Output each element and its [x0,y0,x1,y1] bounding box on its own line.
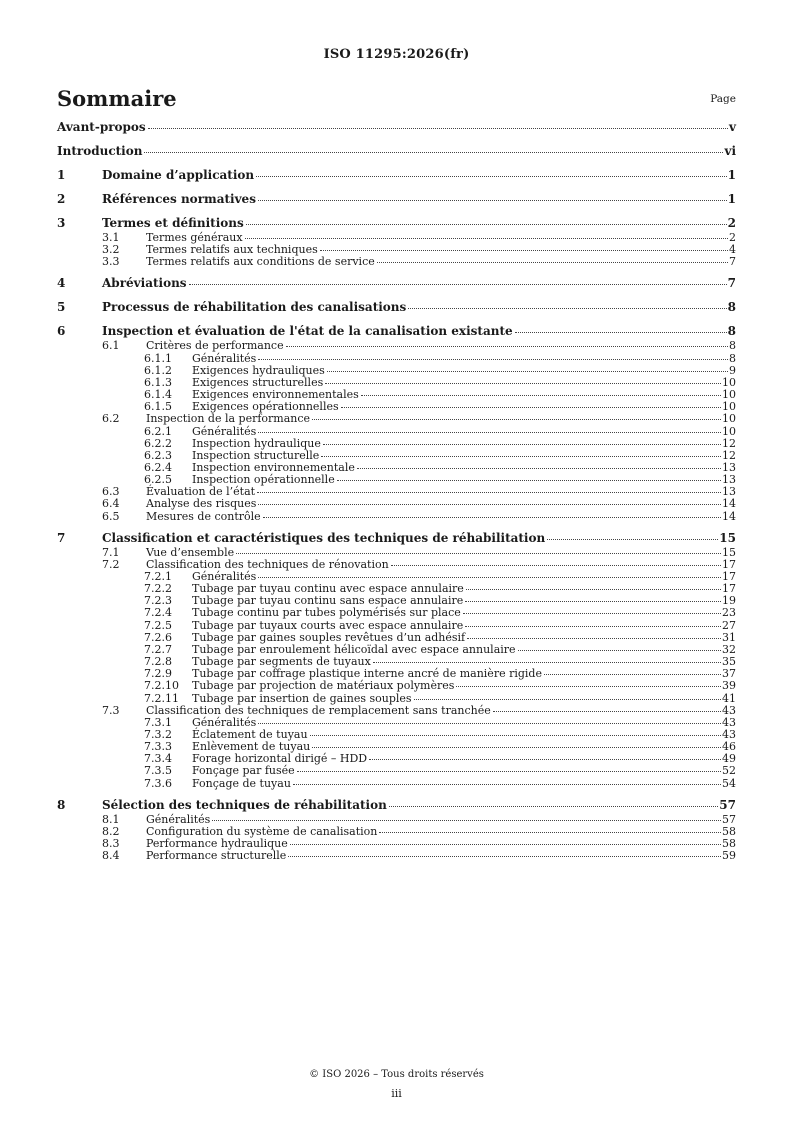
toc-dot-leader [341,407,721,408]
toc-entry-number: 7.3.6 [144,776,172,790]
toc-entry-number: 6.4 [102,497,120,511]
toc-dot-leader [463,613,721,614]
toc-entry[interactable] [57,388,736,401]
toc-entry-number: 7.2.3 [144,594,172,608]
toc-entry[interactable] [57,546,736,559]
toc-entry-title: Tubage par tuyau continu avec espace annulaire [192,582,464,596]
toc-entry-page: 4 [729,243,736,257]
toc-entry-number: 6.2.3 [144,448,172,462]
toc-dot-leader [312,747,721,748]
toc-entry[interactable] [57,813,736,826]
toc-entry[interactable] [57,339,736,352]
toc-entry[interactable] [57,798,736,813]
toc-entry-page: 59 [722,849,736,863]
toc-entry-number: 8.1 [102,812,120,826]
toc-entry-title: Mesures de contrôle [146,509,261,523]
toc-entry-page: 2 [729,231,736,244]
toc-entry-number: 7.2.5 [144,618,172,632]
toc-entry-page: 58 [722,824,736,838]
toc-entry-number: 5 [57,300,66,315]
toc-entry-title: Processus de réhabilitation des canalisations [102,300,407,315]
toc-dot-leader [189,284,727,285]
toc-entry[interactable] [57,655,736,668]
toc-entry-page: 7 [729,255,736,269]
toc-entry-title: Inspection hydraulique [192,436,321,450]
toc-entry[interactable] [57,168,736,183]
toc-dot-leader [515,332,727,333]
toc-entry-title: Tubage par insertion de gaines souples [192,691,412,705]
toc-entry-page: vi [724,144,736,158]
toc-dot-leader [337,480,721,481]
toc-entry[interactable] [57,582,736,595]
toc-entry-page: 10 [722,424,736,438]
toc-entry-title: Exigences hydrauliques [192,363,325,377]
toc-entry[interactable] [57,704,736,717]
toc-entry-page: 7 [727,276,736,291]
toc-entry-number: 3.1 [102,231,120,244]
toc-entry-title: Tubage par tuyau continu sans espace annulaire [192,594,464,608]
toc-entry-page: 43 [722,715,736,729]
toc-entry-title: Tubage par coffrage plastique interne ancré de manière rigide [192,667,542,681]
toc-entry-page: 57 [719,797,736,812]
toc-entry-page: 17 [722,557,736,571]
toc-entry-number: 7 [57,530,66,545]
toc-entry[interactable] [57,364,736,377]
toc-entry[interactable] [57,631,736,644]
toc-entry-page: 15 [722,545,736,559]
toc-entry-page: 8 [727,300,736,315]
toc-entry-page: 15 [719,530,736,545]
toc-entry-page: 14 [722,497,736,511]
toc-dot-leader [379,832,721,833]
toc-dot-leader [212,820,721,821]
toc-dot-leader [373,662,721,663]
toc-entry-title: Introduction [57,144,143,158]
toc-dot-leader [257,492,721,493]
toc-entry-number: 3 [57,216,66,230]
toc-entry-title: Classification des techniques de rénovation [146,557,389,571]
toc-entry-page: 58 [722,837,736,850]
toc-entry-title: Inspection opérationnelle [192,473,335,487]
toc-entry[interactable] [57,837,736,850]
toc-dot-leader [465,626,721,627]
toc-entry[interactable] [57,425,736,438]
toc-dot-leader [323,444,721,445]
toc-entry[interactable] [57,324,736,339]
toc-dot-leader [493,711,721,712]
toc-entry-number: 3.2 [102,243,120,257]
toc-entry-number: 7.2.1 [144,570,172,583]
toc-dot-leader [467,638,721,639]
toc-entry-page: 32 [722,642,736,656]
copyright-footer: © ISO 2026 – Tous droits réservés [309,1069,484,1080]
toc-entry[interactable] [57,531,736,546]
toc-dot-leader [258,723,721,724]
toc-entry[interactable] [57,243,736,256]
toc-entry-page: 17 [722,570,736,583]
toc-dot-leader [518,650,721,651]
toc-entry-title: Exigences environnementales [192,388,359,402]
toc-dot-leader [310,735,721,736]
toc-entry-number: 7.2.9 [144,667,172,681]
toc-dot-leader [391,565,721,566]
toc-entry-number: 7.3.3 [144,740,172,754]
toc-entry-title: Inspection environnementale [192,460,355,474]
toc-entry[interactable] [57,449,736,462]
toc-entry[interactable] [57,300,736,315]
toc-entry[interactable] [57,740,736,753]
toc-entry-page: 23 [722,606,736,620]
toc-entry[interactable] [57,606,736,619]
toc-entry-title: Tubage par tuyaux courts avec espace annulaire [192,618,464,632]
toc-entry-page: 19 [722,594,736,608]
toc-entry[interactable] [57,255,736,268]
toc-entry[interactable] [57,716,736,729]
toc-entry-title: Généralités [192,424,257,438]
toc-entry-page: 57 [722,812,736,826]
toc-entry-page: 43 [722,727,736,741]
toc-entry-page: 10 [722,375,736,389]
toc-entry-title: Éclatement de tuyau [192,727,308,741]
toc-entry[interactable] [57,192,736,207]
toc-entry-number: 7.3.1 [144,715,172,729]
toc-dot-leader [312,419,721,420]
toc-entry-number: 7.2 [102,557,120,571]
toc-entry-title: Classification des techniques de remplacement sans tranchée [146,703,491,717]
toc-entry-title: Termes relatifs aux techniques [146,243,318,257]
toc-dot-leader [297,771,721,772]
toc-entry-title: Tubage par enroulement hélicoïdal avec espace annulaire [192,642,516,656]
toc-entry[interactable] [57,352,736,365]
toc-dot-leader [263,517,721,518]
toc-entry-title: Performance structurelle [146,849,287,863]
toc-entry-number: 6.5 [102,509,120,523]
toc-dot-leader [325,383,721,384]
toc-entry-title: Classification et caractéristiques des techniques de réhabilitation [102,530,546,545]
toc-entry-number: 7.1 [102,545,120,559]
toc-entry-page: 35 [722,655,736,669]
toc-entry-title: Configuration du système de canalisation [146,824,378,838]
toc-entry-title: Exigences opérationnelles [192,400,339,414]
toc-entry-title: Inspection de la performance [146,412,311,426]
toc-entry-title: Domaine d’application [102,168,255,182]
toc-entry-title: Généralités [192,715,257,729]
toc-entry-title: Tubage par segments de tuyaux [192,655,371,669]
toc-dot-leader [408,308,726,309]
toc-entry-title: Généralités [192,570,257,583]
toc-entry-page: 10 [722,400,736,414]
toc-entry-page: 14 [722,509,736,523]
toc-entry[interactable] [57,231,736,244]
toc-entry[interactable] [57,692,736,705]
toc-dot-leader [321,456,721,457]
toc-entry-number: 8 [57,797,66,812]
toc-entry-title: Avant-propos [57,120,146,134]
toc-dot-leader [246,224,727,225]
toc-entry-title: Fonçage de tuyau [192,776,291,790]
toc-entry[interactable] [57,679,736,692]
toc-entry[interactable] [57,849,736,862]
toc-dot-leader [288,856,721,857]
toc-entry-page: 27 [722,618,736,632]
toc-dot-leader [361,395,721,396]
toc-entry-number: 6.2.2 [144,436,172,450]
toc-dot-leader [144,152,723,153]
toc-dot-leader [245,238,728,239]
toc-dot-leader [148,128,728,129]
toc-entry-page: 12 [722,436,736,450]
toc-entry-number: 7.2.10 [144,679,179,693]
toc-entry[interactable] [57,667,736,680]
toc-entry-title: Inspection et évaluation de l'état de la canalisation existante [102,324,513,339]
toc-entry[interactable] [57,728,736,741]
toc-dot-leader [286,346,728,347]
toc-entry-page: 1 [727,168,736,182]
toc-entry-number: 6.2 [102,412,120,426]
toc-dot-leader [327,371,728,372]
toc-entry-title: Critères de performance [146,339,284,353]
toc-dot-leader [414,699,721,700]
toc-entry-number: 6.1.5 [144,400,172,414]
toc-entry[interactable] [57,485,736,498]
toc-entry-page: 52 [722,764,736,778]
toc-entry[interactable] [57,764,736,777]
toc-dot-leader [258,504,721,505]
toc-entry-page: 37 [722,667,736,681]
toc-entry-title: Sélection des techniques de réhabilitation [102,797,387,812]
toc-entry-number: 6.1.1 [144,351,172,365]
toc-entry-title: Évaluation de l’état [146,485,256,499]
toc-entry-number: 7.2.2 [144,582,172,596]
toc-entry-page: v [729,120,736,134]
toc-dot-leader [258,359,728,360]
toc-entry-title: Exigences structurelles [192,375,324,389]
toc-entry-number: 4 [57,276,66,291]
toc-dot-leader [258,200,727,201]
toc-entry-page: 8 [727,324,736,339]
toc-entry[interactable] [57,558,736,571]
toc-dot-leader [236,553,721,554]
toc-entry-page: 39 [722,679,736,693]
toc-entry-number: 6.1 [102,339,120,353]
toc-dot-leader [290,844,721,845]
toc-entry-number: 6.2.5 [144,473,172,487]
page-number: iii [391,1087,402,1100]
toc-entry-page: 8 [729,339,736,353]
toc-dot-leader [357,468,721,469]
toc-entry[interactable] [57,825,736,838]
page-title: Sommaire [57,86,177,111]
toc-dot-leader [466,589,721,590]
toc-entry-page: 31 [722,630,736,644]
toc-entry-number: 6.3 [102,485,120,499]
toc-entry-number: 8.4 [102,849,120,863]
toc-entry-number: 7.3.2 [144,727,172,741]
toc-entry-title: Vue d’ensemble [146,545,235,559]
toc-entry-page: 10 [722,388,736,402]
toc-dot-leader [320,250,728,251]
toc-dot-leader [456,686,721,687]
toc-entry-number: 6 [57,324,66,339]
toc-entry-number: 7.2.6 [144,630,172,644]
toc-entry-title: Fonçage par fusée [192,764,295,778]
toc-entry[interactable] [57,120,736,135]
toc-entry[interactable] [57,144,736,159]
toc-entry-page: 43 [722,703,736,717]
toc-entry-title: Performance hydraulique [146,837,288,850]
toc-entry-page: 2 [727,216,736,230]
toc-entry[interactable] [57,777,736,790]
toc-entry[interactable] [57,497,736,510]
toc-dot-leader [389,806,718,807]
toc-entry-title: Termes généraux [146,231,243,244]
toc-entry[interactable] [57,437,736,450]
toc-entry-page: 13 [722,485,736,499]
toc-dot-leader [377,262,728,263]
toc-entry-title: Généralités [192,351,257,365]
toc-entry-page: 13 [722,473,736,487]
toc-entry-number: 6.1.4 [144,388,172,402]
toc-entry[interactable] [57,619,736,632]
toc-entry[interactable] [57,594,736,607]
toc-entry-title: Tubage continu par tubes polymérisés sur place [192,606,461,620]
toc-entry-number: 6.2.4 [144,460,172,474]
toc-entry-title: Termes et définitions [102,216,244,230]
toc-entry-page: 12 [722,448,736,462]
toc-entry-number: 7.2.8 [144,655,172,669]
toc-entry-page: 8 [729,351,736,365]
toc-dot-leader [544,674,721,675]
toc-entry-page: 49 [722,752,736,766]
toc-entry-title: Tubage par projection de matériaux polymères [192,679,455,693]
toc-entry-title: Enlèvement de tuyau [192,740,311,754]
toc-entry-page: 13 [722,460,736,474]
toc-entry-title: Analyse des risques [146,497,257,511]
toc-entry-title: Références normatives [102,192,256,206]
toc-entry-number: 7.2.4 [144,606,172,620]
toc-entry-page: 46 [722,740,736,754]
toc-entry[interactable] [57,752,736,765]
toc-entry-number: 7.3.5 [144,764,172,778]
toc-entry-title: Généralités [146,812,211,826]
toc-entry-number: 1 [57,168,66,182]
toc-dot-leader [258,577,721,578]
toc-entry-number: 6.2.1 [144,424,172,438]
toc-dot-leader [293,784,721,785]
toc-entry-page: 1 [727,192,736,206]
toc-entry-page: 10 [722,412,736,426]
toc-entry-number: 8.2 [102,824,120,838]
toc-entry[interactable] [57,510,736,523]
toc-entry-number: 8.3 [102,837,120,850]
toc-dot-leader [258,432,721,433]
toc-entry-title: Forage horizontal dirigé – HDD [192,752,368,766]
toc-entry-number: 2 [57,192,66,206]
toc-dot-leader [369,759,721,760]
document-identifier: ISO 11295:2026(fr) [323,47,470,62]
toc-entry-number: 7.3.4 [144,752,172,766]
toc-entry-number: 7.2.7 [144,642,172,656]
toc-dot-leader [465,601,721,602]
toc-entry-title: Abréviations [102,276,187,291]
toc-entry-page: 54 [722,776,736,790]
toc-entry[interactable] [57,400,736,413]
toc-dot-leader [256,176,727,177]
page-column-label: Page [710,93,736,105]
toc-entry-title: Tubage par gaines souples revêtues d’un adhésif [192,630,466,644]
toc-entry-page: 41 [722,691,736,705]
toc-entry-number: 7.3 [102,703,120,717]
toc-entry[interactable] [57,376,736,389]
toc-entry-number: 6.1.2 [144,363,172,377]
toc-entry-title: Inspection structurelle [192,448,320,462]
toc-entry-number: 7.2.11 [144,691,179,705]
toc-dot-leader [547,539,718,540]
toc-entry[interactable] [57,461,736,474]
toc-entry[interactable] [57,216,736,231]
toc-entry-page: 17 [722,582,736,596]
toc-entry[interactable] [57,643,736,656]
toc-entry-title: Termes relatifs aux conditions de service [146,255,375,269]
toc-entry-number: 3.3 [102,255,120,269]
toc-entry-number: 6.1.3 [144,375,172,389]
toc-entry[interactable] [57,570,736,583]
toc-entry[interactable] [57,412,736,425]
toc-entry[interactable] [57,276,736,291]
toc-entry-page: 9 [729,363,736,377]
